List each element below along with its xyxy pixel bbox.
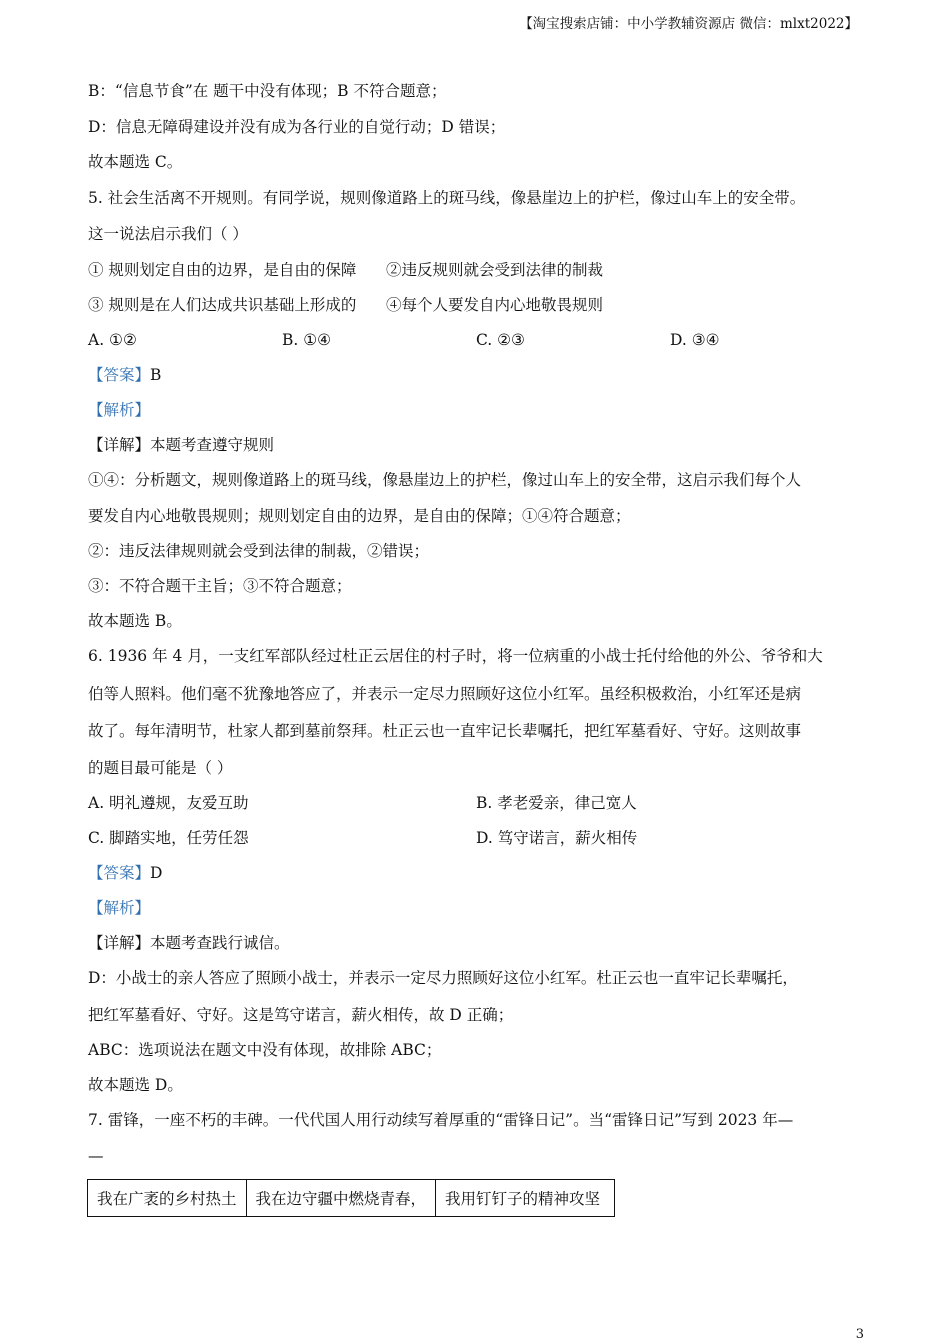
q6-option-b: B. 孝老爱亲，律己宽人	[476, 794, 637, 812]
q6-explanation: ABC：选项说法在题文中没有体现，故排除 ABC；	[88, 1041, 442, 1059]
q6-option-a: A. 明礼遵规，友爱互助	[88, 794, 249, 812]
table-cell: 我用钉钉子的精神攻坚	[436, 1180, 615, 1217]
q7-stem: —	[88, 1147, 104, 1165]
q5-option-b: B. ①④	[282, 331, 332, 349]
q5-analysis-tag: 【解析】	[88, 401, 151, 419]
q5-stem: 这一说法启示我们（ ）	[88, 225, 248, 243]
q5-conclusion: 故本题选 B。	[88, 612, 182, 630]
q5-statements: ① 规则划定自由的边界，是自由的保障 ②违反规则就会受到法律的制裁	[88, 261, 603, 279]
q6-explanation: D：小战士的亲人答应了照顾小战士，并表示一定尽力照顾好这位小红军。杜正云也一直牢记长辈嘱托，	[88, 969, 798, 987]
text-line: 故本题选 C。	[88, 153, 183, 171]
q6-option-c: C. 脚踏实地，任劳任怨	[88, 829, 249, 847]
q6-detail: 【详解】本题考查践行诚信。	[88, 934, 290, 952]
text-line: B：“信息节食”在 题干中没有体现；B 不符合题意；	[88, 82, 447, 100]
q5-explanation: ③：不符合题干主旨；③不符合题意；	[88, 577, 352, 595]
q5-explanation: ②：违反法律规则就会受到法律的制裁，②错误；	[88, 542, 430, 560]
table-row	[88, 1180, 615, 1217]
q5-statements: ③ 规则是在人们达成共识基础上形成的 ④每个人要发自内心地敬畏规则	[88, 296, 603, 314]
q6-explanation: 把红军墓看好、守好。这是笃守诺言，薪火相传，故 D 正确；	[88, 1006, 514, 1024]
answer-value: D	[150, 864, 163, 882]
q5-explanation: 要发自内心地敬畏规则；规则划定自由的边界，是自由的保障；①④符合题意；	[88, 507, 631, 525]
q6-answer	[88, 863, 162, 883]
page-header: 【淘宝搜索店铺：中小学教辅资源店 微信：mlxt2022】	[519, 16, 858, 32]
q5-stem: 5. 社会生活离不开规则。有同学说，规则像道路上的斑马线，像悬崖边上的护栏，像过山车上的安全带。	[88, 189, 806, 207]
q6-conclusion: 故本题选 D。	[88, 1076, 183, 1094]
page-number: 3	[855, 1327, 864, 1342]
answer-value: B	[150, 366, 162, 384]
q6-analysis-tag: 【解析】	[88, 899, 151, 917]
text-line: D：信息无障碍建设并没有成为各行业的自觉行动；D 错误；	[88, 118, 506, 136]
answer-tag: 【答案】	[88, 366, 151, 384]
q5-option-d: D. ③④	[670, 331, 720, 349]
q6-stem: 的题目最可能是（ ）	[88, 759, 233, 777]
q5-option-a: A. ①②	[88, 331, 137, 349]
table-cell: 我在广袤的乡村热土	[88, 1180, 247, 1217]
q6-stem: 故了。每年清明节，杜家人都到墓前祭拜。杜正云也一直牢记长辈嘱托，把红军墓看好、守好。这则故事	[88, 722, 802, 740]
q5-detail: 【详解】本题考查遵守规则	[88, 436, 275, 454]
q6-option-d: D. 笃守诺言，薪火相传	[476, 829, 638, 847]
q6-stem: 伯等人照料。他们毫不犹豫地答应了，并表示一定尽力照顾好这位小红军。虽经积极救治，小红军还是病	[88, 685, 802, 703]
q6-stem: 6. 1936 年 4 月，一支红军部队经过杜正云居住的村子时，将一位病重的小战士托付给他的外公、爷爷和大	[88, 647, 823, 665]
table-cell: 我在边守疆中燃烧青春，	[246, 1180, 436, 1217]
q5-explanation: ①④：分析题文，规则像道路上的斑马线，像悬崖边上的护栏，像过山车上的安全带，这启示我们每个人	[88, 471, 802, 489]
q7-diary-table	[87, 1179, 615, 1217]
q5-answer	[88, 365, 161, 385]
answer-tag: 【答案】	[88, 864, 151, 882]
q5-option-c: C. ②③	[476, 331, 525, 349]
q7-stem: 7. 雷锋，一座不朽的丰碑。一代代国人用行动续写着厚重的“雷锋日记”。当“雷锋日记”写到 2023 年—	[88, 1111, 794, 1129]
